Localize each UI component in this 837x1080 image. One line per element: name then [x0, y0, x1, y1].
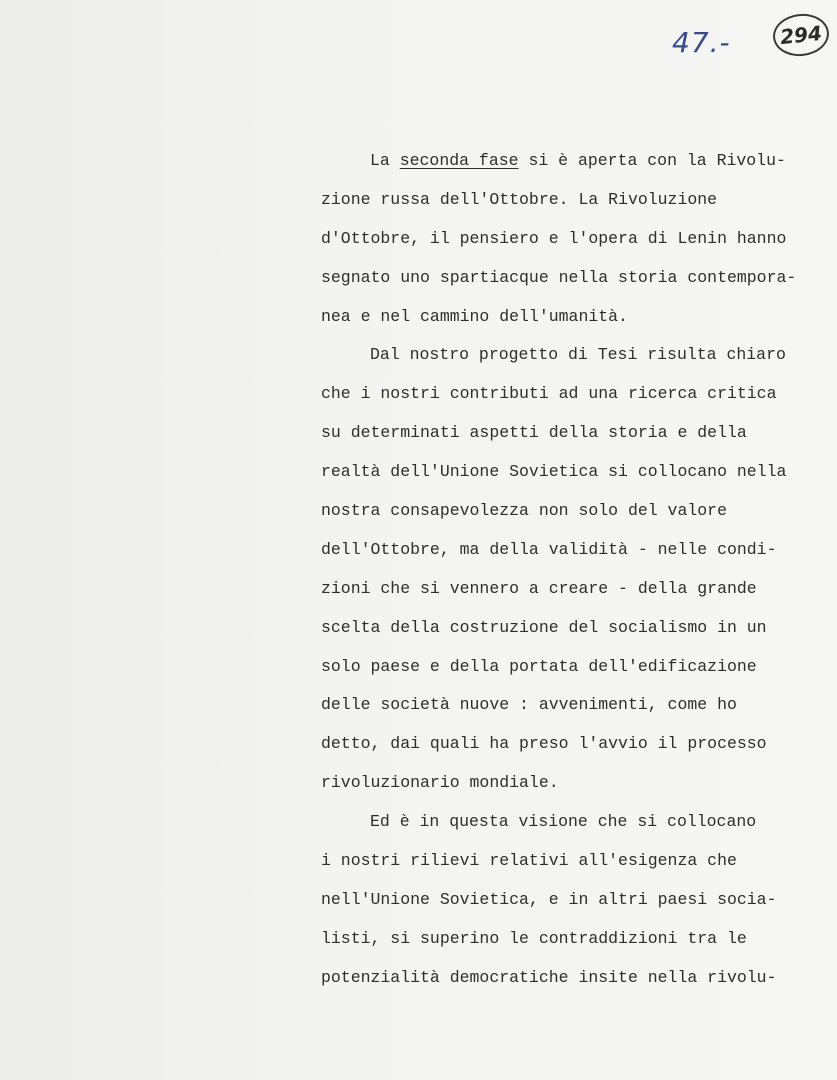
text-line: nea e nel cammino dell'umanità.: [321, 306, 628, 326]
text-line: potenzialità democratiche insite nella rivolu-: [321, 967, 777, 987]
text-line: su determinati aspetti della storia e della: [321, 423, 747, 443]
text-line: che i nostri contributi ad una ricerca critica: [321, 384, 777, 404]
text-line: d'Ottobre, il pensiero e l'opera di Lenin hanno: [321, 228, 787, 248]
text-line: detto, dai quali ha preso l'avvio il processo: [321, 734, 767, 754]
text-line: zione russa dell'Ottobre. La Rivoluzione: [321, 189, 718, 209]
text-line: Ed è in questa visione che si collocano: [370, 812, 757, 832]
text-line: nell'Unione Sovietica, e in altri paesi socia-: [321, 889, 777, 909]
document-body: [321, 142, 821, 998]
text-line: zioni che si vennero a creare - della grande: [321, 578, 757, 598]
text-line: rivoluzionario mondiale.: [321, 773, 559, 793]
text-line: segnato uno spartiacque nella storia contempora-: [321, 267, 797, 287]
text-line: realtà dell'Unione Sovietica si collocano nella: [321, 462, 787, 482]
text-line: dell'Ottobre, ma della validità - nelle condi-: [321, 539, 777, 559]
text-line: scelta della costruzione del socialismo in un: [321, 617, 767, 637]
underlined-phrase: seconda fase: [399, 151, 519, 170]
text-line: i nostri rilievi relativi all'esigenza che: [321, 851, 737, 871]
text-line: Dal nostro progetto di Tesi risulta chiaro: [370, 345, 786, 365]
text-line: delle società nuove : avvenimenti, come ho: [321, 695, 737, 715]
circled-page-stamp: 294: [771, 11, 831, 59]
text-line: nostra consapevolezza non solo del valore: [321, 501, 727, 521]
page-number: 47.-: [672, 26, 731, 59]
text-line: solo paese e della portata dell'edificazione: [321, 656, 757, 676]
text-line: listi, si superino le contraddizioni tra le: [321, 928, 747, 948]
text-line: La seconda fase si è aperta con la Rivolu-: [370, 151, 786, 170]
